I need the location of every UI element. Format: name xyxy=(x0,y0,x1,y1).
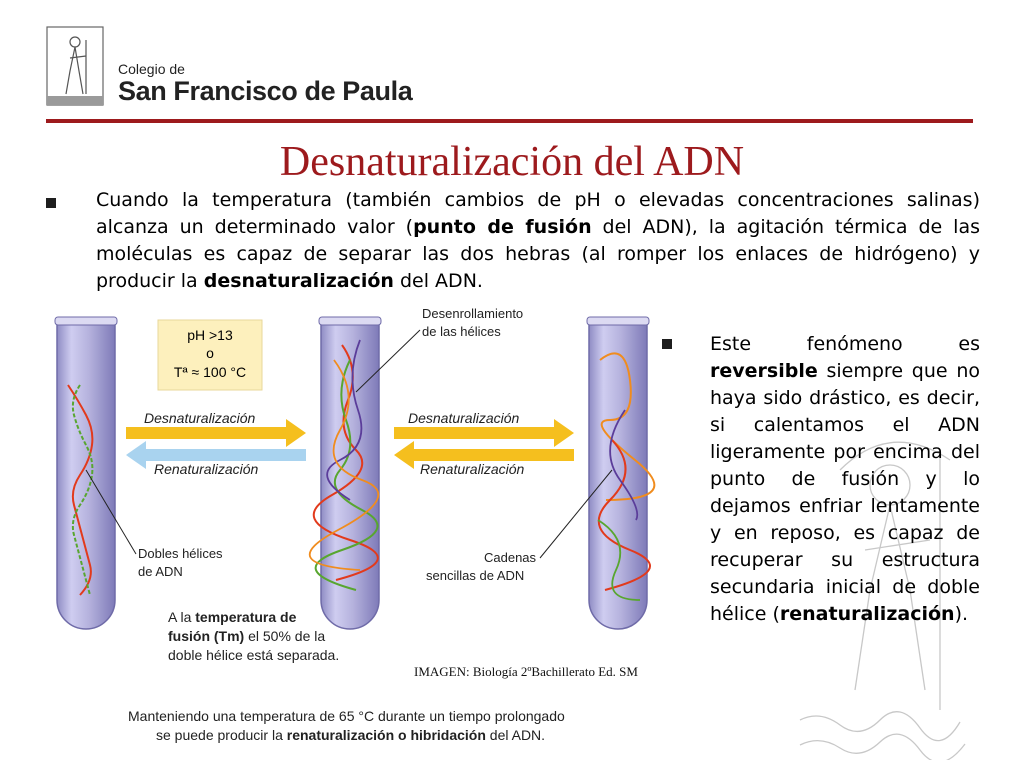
test-tube-left xyxy=(57,322,115,629)
school-name: San Francisco de Paula xyxy=(118,76,413,106)
bottom-note-line1: Manteniendo una temperatura de 65 °C durante un tiempo prolongado xyxy=(128,708,565,724)
renaturation-bold: renaturalización xyxy=(779,603,955,625)
bullet-square-icon xyxy=(46,198,56,208)
image-credit: IMAGEN: Biología 2ºBachillerato Ed. SM xyxy=(414,664,638,679)
intro-bold-denaturation: desnaturalización xyxy=(203,270,394,292)
reversible-paragraph xyxy=(710,331,980,628)
condition-ph: pH >13 xyxy=(187,327,233,343)
tm-note-line2: fusión (Tm) el 50% de la xyxy=(168,628,326,644)
label-denaturation-left: Desnaturalización xyxy=(144,410,256,426)
intro-paragraph xyxy=(96,187,980,295)
school-logo xyxy=(46,26,104,106)
intro-text-2: del ADN), la agitación térmica de las moléculas es capaz de separar las dos hebras (al romper los enlaces de hidrógeno) y producir la xyxy=(96,216,980,292)
reversible-text-1: Este fenómeno es xyxy=(710,333,980,355)
label-single-strands-1: Cadenas xyxy=(484,550,537,565)
label-renaturation-right: Renaturalización xyxy=(420,461,525,477)
reversible-bold: reversible xyxy=(710,360,818,382)
tm-note-line1: A la temperatura de xyxy=(168,609,297,625)
intro-text-3: del ADN. xyxy=(393,270,483,292)
bullet-square-icon xyxy=(662,339,672,349)
dna-denaturation-figure xyxy=(50,300,670,760)
label-double-helix-2: de ADN xyxy=(138,564,183,579)
label-double-helix-1: Dobles hélices xyxy=(138,546,223,561)
school-name-small: Colegio de xyxy=(118,61,185,77)
condition-temp: Tª ≈ 100 °C xyxy=(173,364,247,380)
slide-title: Desnaturalización del ADN xyxy=(279,139,745,185)
reversible-text-3: ). xyxy=(954,603,969,625)
intro-text-1: Cuando la temperatura (también cambios de pH o elevadas concentraciones salinas) alcanza un determinado valor ( xyxy=(96,189,980,238)
bottom-note-line2: se puede producir la renaturalización o hibridación del ADN. xyxy=(156,727,546,743)
label-renaturation-left: Renaturalización xyxy=(154,461,259,477)
label-unwinding-1: Desenrollamiento xyxy=(422,306,524,321)
tm-note-line3: doble hélice está separada. xyxy=(168,647,340,663)
label-single-strands-2: sencillas de ADN xyxy=(426,568,525,583)
header-divider xyxy=(46,119,973,123)
reversible-text-2: siempre que no haya sido drástico, es decir, si calentamos el ADN ligeramente por encima del punto de fusión y lo dejamos enfriar lentamente y en reposo, es capaz de recuperar su estructura secundaria inicial de doble hélice ( xyxy=(710,360,980,625)
label-denaturation-right: Desnaturalización xyxy=(408,410,520,426)
intro-bold-melting-point: punto de fusión xyxy=(413,216,592,238)
condition-or: o xyxy=(206,345,214,361)
label-unwinding-2: de las hélices xyxy=(422,324,501,339)
